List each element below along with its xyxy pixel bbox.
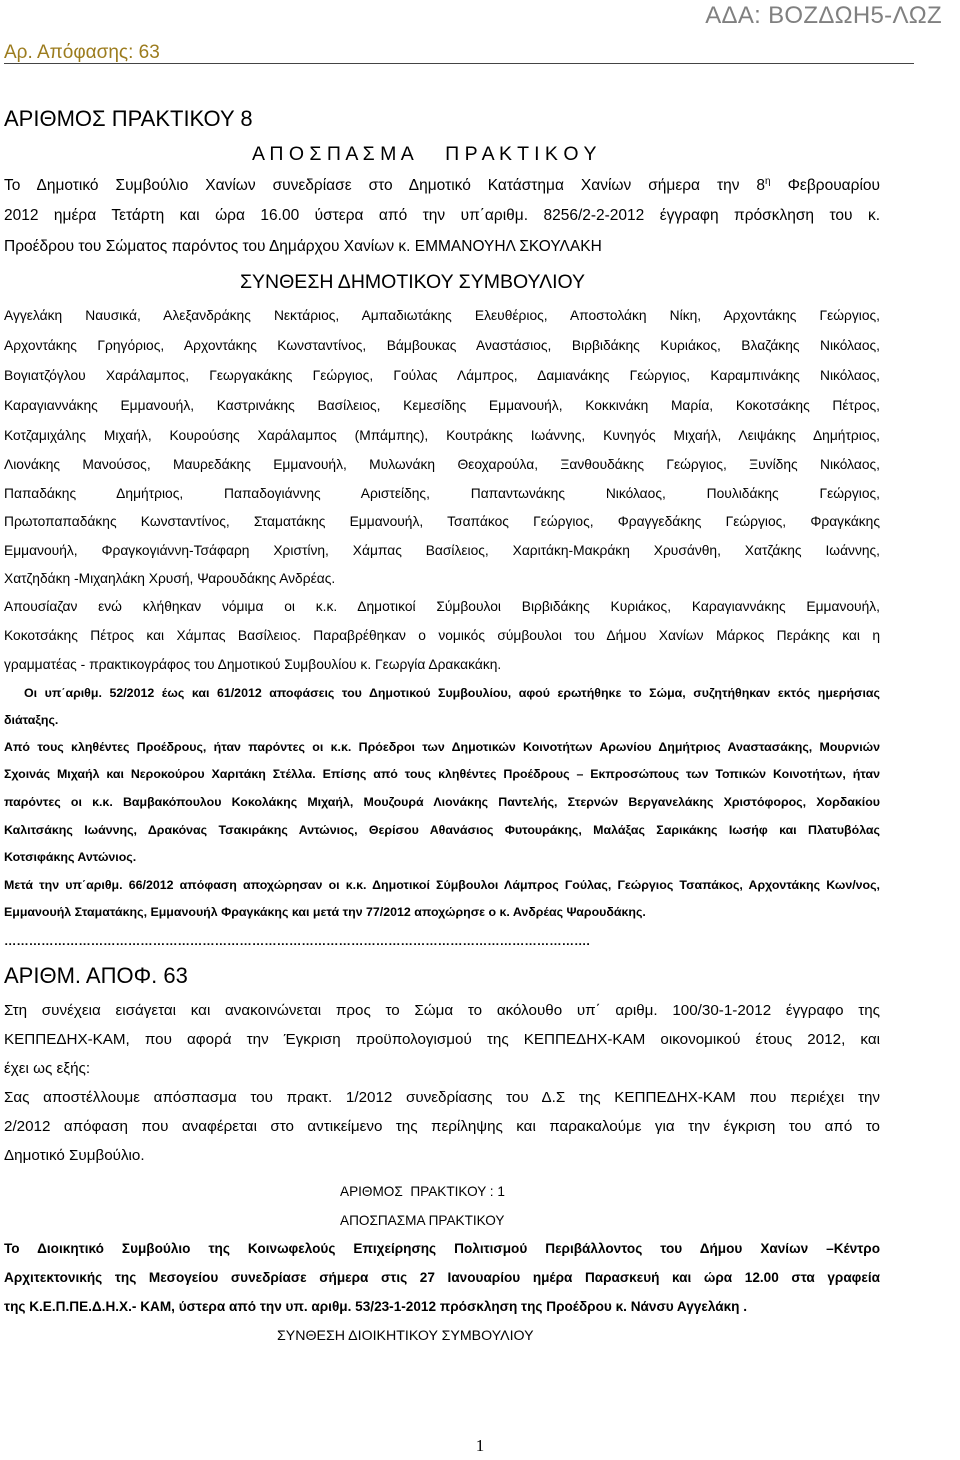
intro-line-1	[4, 176, 880, 195]
absent-line: Απουσίαζαν ενώ κλήθηκαν νόμιμα οι κ.κ. Δημοτικοί Σύμβουλοι Βιρβιδάκης Κυριάκος, Καραγιαννάκης Εμμανουήλ,	[4, 599, 880, 614]
board-composition-heading: ΣΥΝΘΕΣΗ ΔΙΟΙΚΗΤΙΚΟΥ ΣΥΜΒΟΥΛΙΟΥ	[277, 1328, 534, 1344]
notes-line: Εμμανουήλ Σταματάκης, Εμμανουήλ Φραγκάκης και μετά την 77/2012 αποχώρησε ο κ. Ανδρέας Ψαρουδάκης.	[4, 905, 646, 919]
intro-line-3: Προέδρου του Σώματος παρόντος του Δημάρχου Χανίων κ. ΕΜΜΑΝΟΥΗΛ ΣΚΟΥΛΑΚΗ	[4, 238, 602, 255]
decision-line: έχει ως εξής:	[4, 1060, 91, 1077]
ada-code: ΑΔΑ: ΒΟΖΔΩΗ5-ΛΩΖ	[705, 2, 942, 29]
members-line: Βογιατζόγλου Χαράλαμπος, Γεωργακάκης Γεώργιος, Γούλας Λάμπρος, Δαμιανάκης Γεώργιος, Καραμπινάκης Νικόλαος,	[4, 368, 880, 383]
decision-line: Στη συνέχεια εισάγεται και ανακοινώνεται προς το Σώμα το ακόλουθο υπ΄ αριθμ. 100/30-1-2012 έγγραφο της	[4, 1002, 880, 1019]
members-line: Καραγιαννάκης Εμμανουήλ, Καστρινάκης Βασίλειος, Κεμεσίδης Εμμανουήλ, Κοκκινάκη Μαρία, Κοκοτσάκης Πέτρος,	[4, 398, 880, 413]
excerpt-number-title: ΑΡΙΘΜΟΣ ΠΡΑΚΤΙΚΟΥ : 1	[340, 1184, 505, 1199]
decision-number-line: Αρ. Απόφασης: 63	[4, 42, 160, 63]
excerpt-line: Αρχιτεκτονικής της Μεσογείου συνεδρίασε σήμερα στις 27 Ιανουαρίου ημέρα Παρασκευή και ώρα 12.00 στα γραφεία	[4, 1270, 880, 1285]
members-line: Εμμανουήλ, Φραγκογιάννη-Τσάφαρη Χριστίνη, Χάμπας Βασίλειος, Χαριτάκη-Μακράκη Χρυσάνθη, Χατζάκης Ιωάννης,	[4, 543, 880, 558]
intro-line-2: 2012 ημέρα Τετάρτη και ώρα 16.00 ύστερα από την υπ΄αριθμ. 8256/2-2-2012 έγγραφη πρόσκληση του κ.	[4, 207, 880, 224]
members-line: Αγγελάκη Ναυσικά, Αλεξανδράκης Νεκτάριος, Αμπαδιωτάκης Ελευθέριος, Αποστολάκη Νίκη, Αρχοντάκης Γεώργιος,	[4, 308, 880, 323]
intro-text-1: Το Δημοτικό Συμβούλιο Χανίων συνεδρίασε στο Δημοτικό Κατάστημα Χανίων σήμερα την 8	[4, 177, 766, 195]
dotted-separator: …………………………………………………………………………………………………………………………….	[4, 934, 590, 948]
minutes-number-title: ΑΡΙΘΜΟΣ ΠΡΑΚΤΙΚΟΥ 8	[4, 106, 253, 131]
members-line: Πρωτοπαπαδάκης Κωνσταντίνος, Σταματάκης Εμμανουήλ, Τσαπάκος Γεώργιος, Φραγγεδάκης Γεώργιος, Φραγκάκης	[4, 514, 880, 529]
members-line: Λιονάκης Μανούσος, Μαυρεδάκης Εμμανουήλ, Μυλωνάκη Θεοχαρούλα, Ξανθουδάκης Γεώργιος, Ξυνίδης Νικόλαος,	[4, 457, 880, 472]
notes-line: Οι υπ΄αριθμ. 52/2012 έως και 61/2012 αποφάσεις του Δημοτικού Συμβουλίου, αφού ερωτήθηκε το Σώμα, συζητήθηκαν εκτός ημερήσιας	[24, 686, 880, 700]
members-line: Αρχοντάκης Γρηγόριος, Αρχοντάκης Κωνσταντίνος, Βάμβουκας Αναστάσιος, Βιρβιδάκης Κυριάκος, Βλαζάκης Νικόλαος,	[4, 338, 880, 353]
excerpt-title: Α Π Ο Σ Π Α Σ Μ Α Π Ρ Α Κ Τ Ι Κ Ο Υ	[252, 143, 597, 165]
members-line: Χατζηδάκη -Μιχαηλάκη Χρυσή, Ψαρουδάκης Ανδρέας.	[4, 571, 336, 586]
notes-line: Από τους κληθέντες Προέδρους, ήταν παρόντες οι κ.κ. Πρόεδροι των Δημοτικών Κοινοτήτων Αρωνίου Δημήτριος Αναστασάκης, Μουρνιών	[4, 740, 880, 754]
absent-line: Κοκοτσάκης Πέτρος και Χάμπας Βασίλειος. Παραβρέθηκαν ο νομικός σύμβουλοι του Δήμου Χανίων Μάρκος Περάκης και η	[4, 628, 880, 643]
intro-superscript: η	[765, 176, 771, 187]
members-line: Παπαδάκης Δημήτριος, Παπαδογιάννης Αριστείδης, Παπαντωνάκης Νικόλαος, Πουλιδάκης Γεώργιος,	[4, 486, 880, 501]
page-number: 1	[475, 1436, 485, 1455]
excerpt-line: Το Διοικητικό Συμβούλιο της Κοινωφελούς Επιχείρησης Πολιτισμού Περιβάλλοντος του Δήμου Χανίων –Κέντρο	[4, 1241, 880, 1256]
decision-line: Σας αποστέλλουμε απόσπασμα του πρακτ. 1/2012 συνεδρίασης του Δ.Σ της ΚΕΠΠΕΔΗΧ-ΚΑΜ που περιέχει την	[4, 1089, 880, 1106]
decision-heading: ΑΡΙΘΜ. ΑΠΟΦ. 63	[4, 963, 188, 988]
notes-line: Καλιτσάκης Ιωάννης, Δρακόνας Τσακιράκης Αντώνιος, Θερίσου Αθανάσιος Φυτουράκης, Μαλάξας Σαρικάκης Ιωσήφ και Πλατυβόλας	[4, 823, 880, 837]
notes-line: παρόντες οι κ.κ. Βαμβακόπουλου Κοκολάκης Μιχαήλ, Μουζουρά Λιονάκης Παντελής, Στερνών Βεργανελάκης Χριστόφορος, Χορδακίου	[4, 795, 880, 809]
decision-line: Δημοτικό Συμβούλιο.	[4, 1147, 145, 1164]
excerpt-line: της Κ.Ε.Π.ΠΕ.Δ.Η.Χ.- ΚΑΜ, ύστερα από την υπ. αριθμ. 53/23-1-2012 πρόσκληση της Προέδρου κ. Νάνσυ Αγγελάκη .	[4, 1299, 748, 1314]
absent-line: γραμματέας - πρακτικογράφος του Δημοτικού Συμβουλίου κ. Γεωργία Δρακακάκη.	[4, 657, 502, 672]
composition-heading: ΣΥΝΘΕΣΗ ΔΗΜΟΤΙΚΟΥ ΣΥΜΒΟΥΛΙΟΥ	[240, 271, 586, 293]
notes-line: Μετά την υπ΄αριθμ. 66/2012 απόφαση αποχώρησαν οι κ.κ. Δημοτικοί Σύμβουλοι Λάμπρος Γούλας, Γεώργιος Τσαπάκος, Αρχοντάκης Κων/νος,	[4, 878, 880, 892]
decision-line: 2/2012 απόφαση που αναφέρεται στο αντικείμενο της περίληψης και παρακαλούμε για την έγκριση του από το	[4, 1118, 880, 1135]
decision-line: ΚΕΠΠΕΔΗΧ-ΚΑΜ, που αφορά την Έγκριση προϋπολογισμού της ΚΕΠΠΕΔΗΧ-ΚΑΜ οικονομικού έτους 2012, και	[4, 1031, 880, 1048]
excerpt-subtitle: ΑΠΟΣΠΑΣΜΑ ΠΡΑΚΤΙΚΟΥ	[340, 1213, 505, 1228]
notes-line: Κοτσιφάκης Αντώνιος.	[4, 850, 137, 864]
notes-line: διάταξης.	[4, 713, 59, 727]
header-divider	[4, 63, 914, 64]
intro-text-1b: Φεβρουαρίου	[770, 177, 880, 195]
notes-line: Σχοινάς Μιχαήλ και Νεροκούρου Χαριτάκη Στέλλα. Επίσης από τους κληθέντες Προέδρους – Εκπροσώπους των Τοπικών Κοινοτήτων, ήταν	[4, 767, 880, 781]
members-line: Κοτζαμιχάλης Μιχαήλ, Κουρούσης Χαράλαμπος (Μπάμπης), Κουτράκης Ιωάννης, Κυνηγός Μιχαήλ, Λειψάκης Δημήτριος,	[4, 428, 880, 443]
